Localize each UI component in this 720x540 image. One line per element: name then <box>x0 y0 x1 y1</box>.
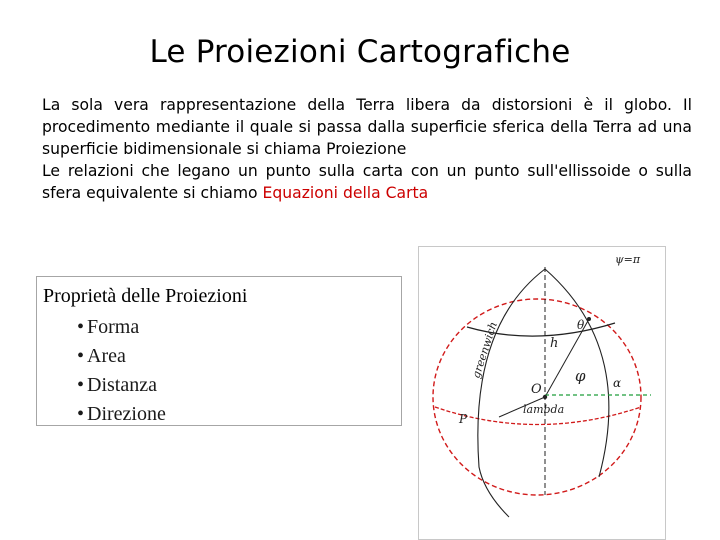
point-p <box>587 317 591 321</box>
property-item <box>77 342 166 371</box>
properties-list <box>77 313 166 429</box>
label-alpha: α <box>613 376 622 390</box>
globe-illustration <box>419 247 666 540</box>
property-item <box>77 371 166 400</box>
property-label: Area <box>87 345 126 367</box>
label-lambda: lambda <box>523 403 565 416</box>
intro-sentence-2-text: Le relazioni che legano un punto sulla carta con un punto sull'ellissoide o sulla sfera equivalente si chiamo <box>42 162 692 202</box>
properties-heading: Proprietà delle Proiezioni <box>43 285 248 307</box>
property-item <box>77 313 166 342</box>
property-item <box>77 400 166 429</box>
globe-outline <box>433 299 641 495</box>
label-p: P <box>459 412 468 426</box>
bullet-icon: • <box>77 374 85 396</box>
property-label: Distanza <box>87 374 157 396</box>
globe-diagram <box>418 246 666 540</box>
bullet-icon: • <box>77 403 85 425</box>
intro-sentence-2 <box>42 160 692 204</box>
property-label: Forma <box>87 316 140 338</box>
intro-sentence-1: La sola vera rappresentazione della Terra libera da distorsioni è il globo. Il procedimento mediante il quale si passa dalla superficie sferica della Terra ad una superficie bidimensionale si chiama Proiezione <box>42 96 692 158</box>
properties-box <box>36 276 402 426</box>
property-label: Direzione <box>87 403 166 425</box>
intro-text <box>42 94 692 204</box>
label-theta: θ <box>577 318 585 332</box>
bullet-icon: • <box>77 345 85 367</box>
label-greenwich: greenwich <box>469 320 500 380</box>
label-phi: φ <box>575 367 586 385</box>
bullet-icon: • <box>77 316 85 338</box>
equazioni-highlight: Equazioni della Carta <box>262 184 429 202</box>
label-h: h <box>550 336 559 351</box>
point-o <box>543 395 547 399</box>
label-o: O <box>531 382 542 397</box>
page-title: Le Proiezioni Cartografiche <box>149 34 571 70</box>
label-top: ψ=π <box>615 253 641 266</box>
